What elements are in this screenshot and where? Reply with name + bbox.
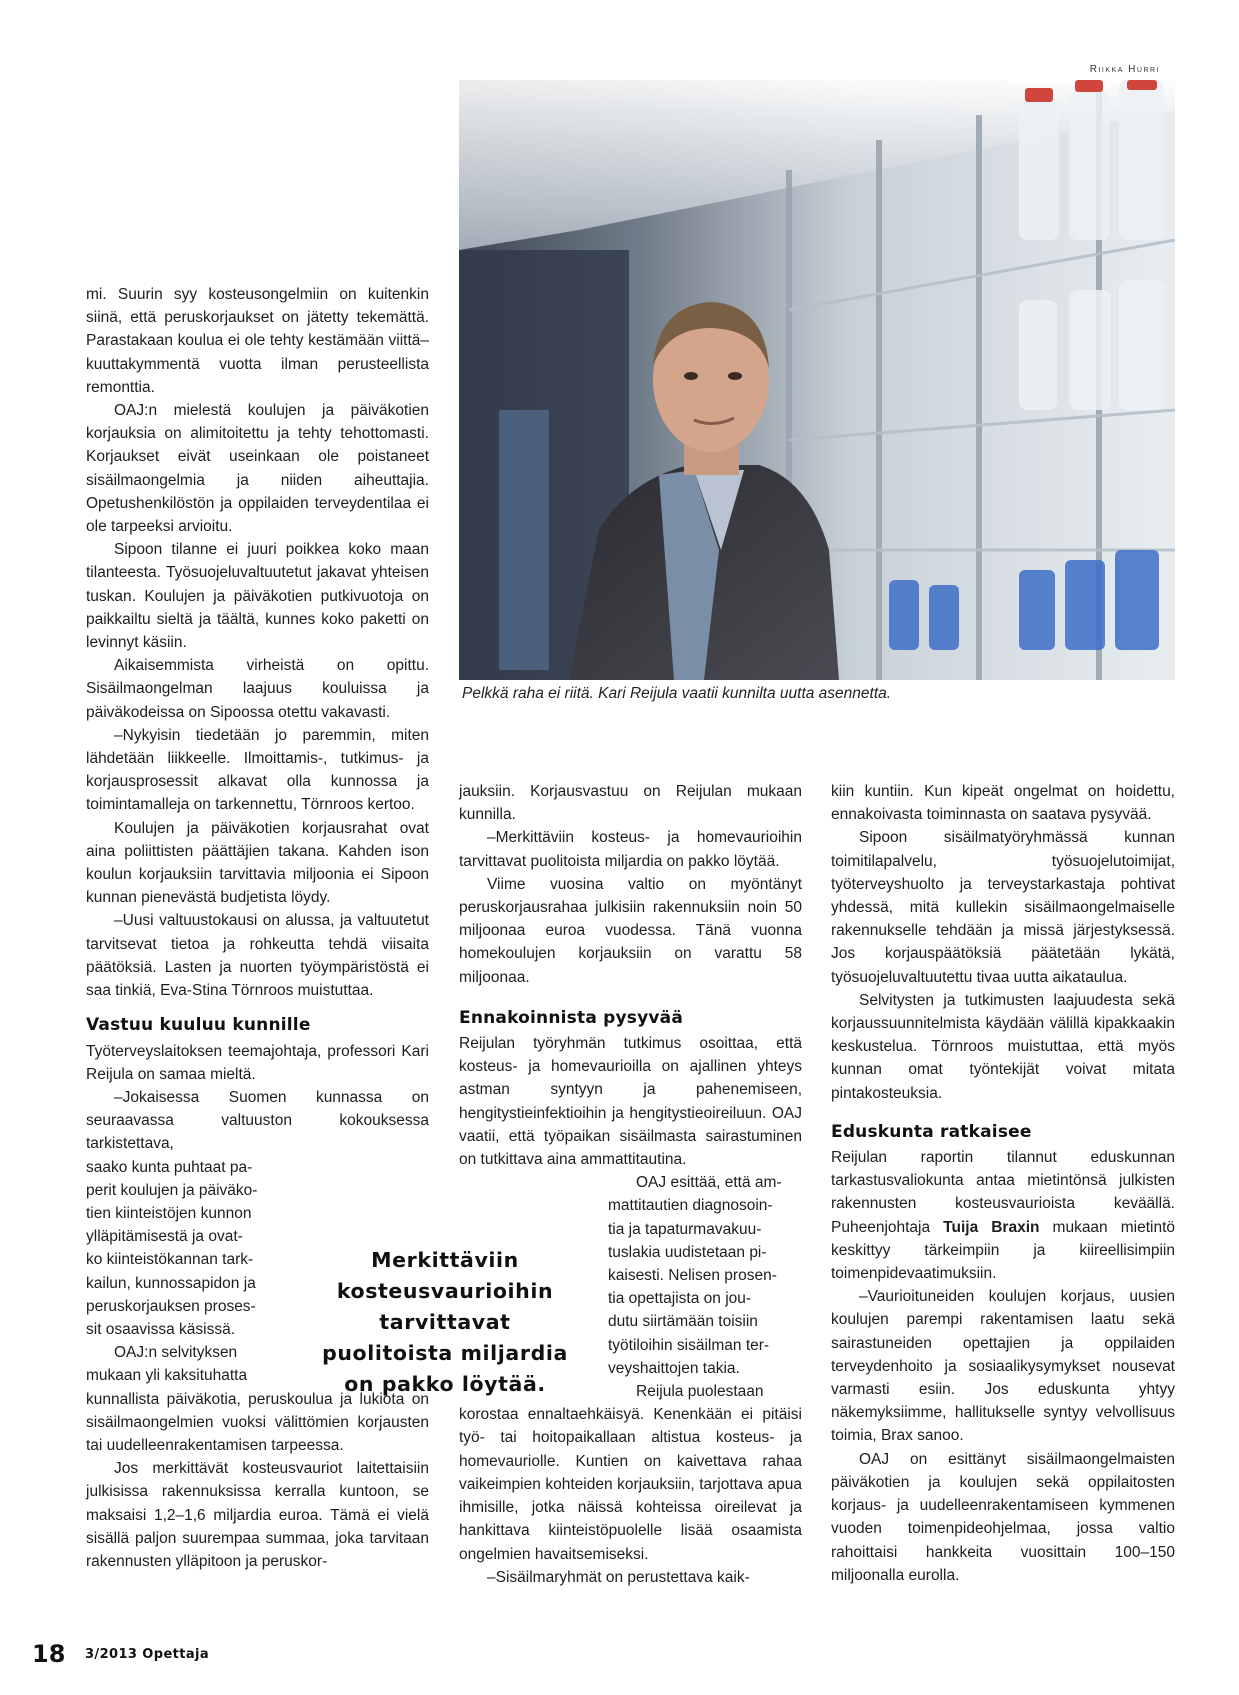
text-line: ko kiinteistökannan tark-: [86, 1251, 254, 1269]
text-line: Reijula puolestaan: [636, 1383, 764, 1401]
wrapped-paragraph: [86, 1156, 279, 1388]
photo-caption: Pelkkä raha ei riitä. Kari Reijula vaatii kunnilta uutta asennetta.: [462, 685, 892, 702]
paragraph: jauksiin. Korjausvastuu on Reijulan mukaan kunnilla.: [459, 783, 802, 824]
article-photo: [459, 80, 1175, 680]
page-footer: [32, 1640, 209, 1668]
lab-portrait-image: [459, 80, 1175, 680]
pull-quote-line: on pakko löytää.: [344, 1372, 546, 1396]
paragraph: kiin kuntiin. Kun kipeät ongelmat on hoidettu, ennakoivasta toiminnasta on saatava pysyvää.: [831, 783, 1175, 824]
pull-quote: [300, 1245, 590, 1400]
text-line: tia ja tapaturmavakuu-: [608, 1220, 762, 1238]
photo-credit: Riikka Hurri: [1089, 64, 1160, 75]
text-line: tien kiinteistöjen kunnon: [86, 1204, 252, 1222]
paragraph: Sipoon sisäilmatyöryhmässä kunnan toimitilapalvelu, työsuojelutoimijat, työterveyshuolto ja terveystarkastaja pohtivat yhdessä, mitä kullekin sisäilmaongelmaiselle rakennukselle tehdään ja missä järjestyksessä. Jos korjauspäätöksiä päätetään lykätä, työsuojeluvaltuutettu tivaa uutta aikataulua.: [831, 829, 1175, 986]
paragraph: –Sisäilmaryhmät on perustettava kaik-: [487, 1568, 750, 1586]
paragraph: kunnallista päiväkotia, peruskoulua ja lukiota on sisäilmaongelmien vuoksi välittömien korjausten tai uudelleenrakentamisen tarpeessa.: [86, 1390, 429, 1454]
article-column-2: [459, 780, 802, 1589]
subheading: Ennakoinnista pysyvää: [459, 1007, 683, 1028]
wrapped-paragraph: [608, 1171, 802, 1403]
text-run: mukaan mietintö keskittyy tärkeimpiin ja kiireellisimpiin toimenpidevaatimuksiin.: [831, 1218, 1175, 1283]
text-line: mattitautien diagnosoin-: [608, 1197, 773, 1215]
paragraph: Jos merkittävät kosteusvauriot laitettaisiin julkisissa rakennuksissa kerralla kuntoon, se maksaisi 1,2–1,6 miljardia euroa. Tämä ei vielä sisällä paljon suurempaa summaa, joka tarvitaan rakennusten ylläpitoon ja peruskor-: [86, 1460, 429, 1570]
pull-quote-line: Merkittäviin: [371, 1248, 519, 1272]
paragraph: [831, 1146, 1175, 1285]
person-name: Tuija Braxin: [943, 1218, 1040, 1236]
text-line: kailun, kunnossapidon ja: [86, 1274, 256, 1292]
paragraph: –Uusi valtuustokausi on alussa, ja valtuutetut tarvitsevat tietoa ja rohkeutta tehdä viisaita päätöksiä. Lasten ja nuorten työympäristöstä ei saa tinkiä, Eva-Stina Törnroos muistuttaa.: [86, 912, 429, 1000]
pull-quote-line: tarvittavat: [379, 1310, 511, 1334]
text-line: saako kunta puhtaat pa-: [86, 1158, 253, 1176]
paragraph: korostaa ennaltaehkäisyä. Kenenkään ei pitäisi työ- tai hoitopaikallaan altistua kosteus- ja homevauriolle. Kuntien on kaivettava rahaa vaikeimpien kohteiden korjauksiin, tarjottava apua ihmisille, jotka näissä kohteissa oireilevat ja hankittava kiinteistöpuolelle lisää osaamista ongelmien havaitsemiseksi.: [459, 1406, 802, 1563]
paragraph: OAJ:n mielestä koulujen ja päiväkotien korjauksia on alimitoitettu ja tehty tehottomasti. Korjaukset eivät useinkaan ole poistaneet sisäilmaongelmia ja niiden aiheuttajia. Opetushenkilöstön ja oppilaiden terveydentilaa ei ole tarpeeksi arvioitu.: [86, 402, 429, 536]
text-line: työtiloihin sisäilman ter-: [608, 1336, 770, 1354]
paragraph: Viime vuosina valtio on myöntänyt peruskorjausrahaa julkisiin rakennuksiin noin 50 miljoonaa euroa vuodessa. Tänä vuonna homekoulujen korjauksiin on varattu 58 miljoonaa.: [459, 875, 802, 986]
text-line: veyshaittojen takia.: [608, 1359, 740, 1377]
text-line: OAJ esittää, että am-: [636, 1174, 782, 1192]
text-line: perit koulujen ja päiväko-: [86, 1181, 258, 1199]
text-line: dutu siirtämään toisiin: [608, 1313, 758, 1331]
paragraph: OAJ on esittänyt sisäilmaongelmaisten päiväkotien ja koulujen sekä oppilaitosten korjaus- ja uudelleenrakentamiseen kymmenen vuoden toimenpideohjelmaa, jossa valtio rahoittaisi hankkeita vuosittain 100–150 miljoonalla eurolla.: [831, 1450, 1175, 1584]
paragraph: Koulujen ja päiväkotien korjausrahat ovat aina poliittisten päättäjien takana. Kahden ison koulun korjauksiin tarvittavia miljoonia ei Sipoon kunnan pienevästä budjetista löydy.: [86, 819, 429, 907]
text-run: Reijulan raportin tilannut eduskunnan tarkastusvaliokunta antaa mietintönsä julkisten rakennusten kosteusvaurioista keväällä. Puheenjohtaja: [831, 1149, 1175, 1236]
pull-quote-line: kosteusvaurioihin: [336, 1279, 554, 1303]
subheading: Eduskunta ratkaisee: [831, 1121, 1032, 1142]
issue-label: 3/2013 Opettaja: [84, 1646, 210, 1662]
text-line: peruskorjauksen proses-: [86, 1297, 256, 1315]
pull-quote-line: puolitoista miljardia: [322, 1341, 568, 1365]
text-line: sit osaavissa käsissä.: [86, 1320, 236, 1338]
paragraph: Työterveyslaitoksen teemajohtaja, professori Kari Reijula on samaa mieltä.: [86, 1042, 429, 1083]
subheading: Vastuu kuuluu kunnille: [86, 1015, 311, 1036]
text-line: mukaan yli kaksituhatta: [86, 1367, 248, 1385]
paragraph: Reijulan työryhmän tutkimus osoittaa, että kosteus- ja homevaurioilla on ajallinen yhteys astman syntyyn ja pahenemiseen, hengitystieinfektioihin ja hengitystieoireiluun. OAJ vaatii, että työpaikan sisäilmasta sairastuminen on tutkittava aina ammattitautina.: [459, 1035, 802, 1169]
text-line: ylläpitämisestä ja ovat-: [86, 1228, 243, 1246]
page-number: 18: [32, 1640, 66, 1668]
paragraph: Sipoon tilanne ei juuri poikkea koko maan tilanteesta. Työsuojeluvaltuutetut jakavat yhteisen tuskan. Koulujen ja päiväkotien putkivuotoja on paikkailtu sieltä ja täältä, kunnes koko paketti on levinnyt käsiin.: [86, 541, 429, 652]
text-line: tuslakia uudistetaan pi-: [608, 1243, 767, 1261]
text-line: OAJ:n selvityksen: [114, 1344, 238, 1362]
paragraph: –Vaurioituneiden koulujen korjaus, uusien koulujen parempi rakentamisen laatu sekä sairastuneiden opettajien ja oppilaiden terveydenhoito ja sosiaalikysymykset nousevat varmasti esiin. Jos eduskunta yhtyy näkemyksiimme, hallitukselle syntyy velvollisuus toimia, Brax sanoo.: [831, 1288, 1175, 1445]
paragraph: –Nykyisin tiedetään jo paremmin, miten lähdetään liikkeelle. Ilmoittamis-, tutkimus- ja korjausprosessit alkavat olla kunnossa ja toimintamalleja on tarkennettu, Törnroos kertoo.: [86, 726, 429, 814]
paragraph: Selvitysten ja tutkimusten laajuudesta sekä korjaussuunnitelmista käydään välillä kipakkaakin keskustelua. Törnroos muistuttaa, että myös kunnan omat työntekijät voivat mitata pintakosteuksia.: [831, 991, 1175, 1102]
paragraph: Aikaisemmista virheistä on opittu. Sisäilmaongelman laajuus kouluissa ja päiväkodeissa on Sipoossa otettu vakavasti.: [86, 657, 429, 721]
text-line: tia opettajista on jou-: [608, 1290, 752, 1308]
paragraph: –Merkittäviin kosteus- ja homevaurioihin tarvittavat puolitoista miljardia on pakko löytää.: [459, 829, 802, 870]
paragraph: mi. Suurin syy kosteusongelmiin on kuitenkin siinä, että peruskorjaukset on jätetty tekemättä. Parastakaan koulua ei ole tehty kestämään viittä–kuuttakymmentä vuotta ilman perusteellista remonttia.: [86, 286, 429, 396]
article-column-3: [831, 780, 1175, 1587]
paragraph: –Jokaisessa Suomen kunnassa on seuraavassa valtuuston kokouksessa tarkistettava,: [86, 1088, 429, 1153]
text-line: kaisesti. Nelisen prosen-: [608, 1267, 777, 1285]
